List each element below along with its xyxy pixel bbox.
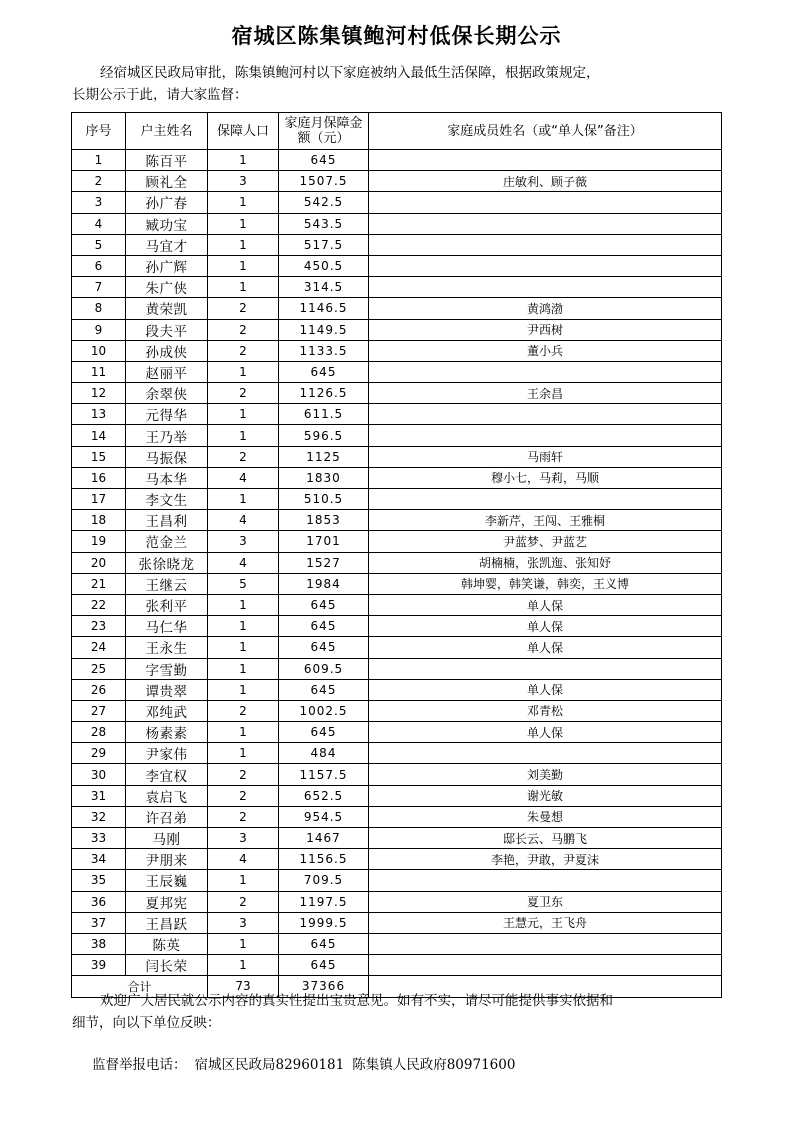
cell-members: 谢光敏	[369, 785, 722, 806]
cell-name: 字雪勤	[126, 658, 208, 679]
cell-amount: 484	[279, 743, 369, 764]
cell-name: 闫长荣	[126, 955, 208, 976]
cell-name: 余翠侠	[126, 383, 208, 404]
table-row	[72, 785, 722, 806]
cell-people: 1	[208, 404, 279, 425]
cell-name: 马刚	[126, 828, 208, 849]
page-title: 宿城区陈集镇鲍河村低保长期公示	[231, 23, 562, 48]
cell-amount: 645	[279, 933, 369, 954]
table-row	[72, 616, 722, 637]
cell-people: 3	[208, 531, 279, 552]
cell-people: 1	[208, 489, 279, 510]
cell-members	[369, 955, 722, 976]
cell-members	[369, 489, 722, 510]
cell-people: 2	[208, 319, 279, 340]
table-row	[72, 828, 722, 849]
table-row	[72, 404, 722, 425]
cell-people: 2	[208, 446, 279, 467]
cell-seq: 1	[72, 150, 126, 171]
table-row	[72, 319, 722, 340]
cell-seq: 26	[72, 679, 126, 700]
cell-name: 尹家伟	[126, 743, 208, 764]
cell-people: 1	[208, 933, 279, 954]
cell-seq: 37	[72, 912, 126, 933]
cell-members: 王余昌	[369, 383, 722, 404]
cell-people: 3	[208, 828, 279, 849]
cell-people: 5	[208, 573, 279, 594]
hotline-contact-1: 宿城区民政局82960181	[194, 1057, 345, 1073]
cell-people: 4	[208, 510, 279, 531]
cell-name: 张徐晓龙	[126, 552, 208, 573]
subsidy-table	[71, 112, 722, 998]
cell-people: 1	[208, 616, 279, 637]
cell-members	[369, 150, 722, 171]
cell-name: 邓纯武	[126, 700, 208, 721]
cell-amount: 645	[279, 637, 369, 658]
table-row	[72, 891, 722, 912]
cell-name: 李文生	[126, 489, 208, 510]
table-row	[72, 213, 722, 234]
cell-name: 陈百平	[126, 150, 208, 171]
table-row	[72, 955, 722, 976]
cell-seq: 21	[72, 573, 126, 594]
cell-people: 2	[208, 764, 279, 785]
cell-seq: 16	[72, 467, 126, 488]
table-row	[72, 531, 722, 552]
cell-people: 1	[208, 277, 279, 298]
cell-members: 单人保	[369, 722, 722, 743]
cell-name: 赵丽平	[126, 361, 208, 382]
header-amount	[279, 113, 369, 150]
cell-amount: 1984	[279, 573, 369, 594]
table-row	[72, 700, 722, 721]
cell-amount: 609.5	[279, 658, 369, 679]
cell-members: 王慧元，王飞舟	[369, 912, 722, 933]
cell-seq: 34	[72, 849, 126, 870]
cell-members: 刘美勤	[369, 764, 722, 785]
cell-seq: 24	[72, 637, 126, 658]
cell-amount: 709.5	[279, 870, 369, 891]
cell-people: 1	[208, 234, 279, 255]
table-row	[72, 446, 722, 467]
table-header-row	[72, 113, 722, 150]
intro-paragraph	[72, 62, 732, 106]
cell-people: 1	[208, 722, 279, 743]
table-row	[72, 912, 722, 933]
table-row	[72, 340, 722, 361]
cell-name: 马本华	[126, 467, 208, 488]
table-row	[72, 552, 722, 573]
table-row	[72, 234, 722, 255]
cell-name: 王继云	[126, 573, 208, 594]
table-row	[72, 679, 722, 700]
cell-members	[369, 192, 722, 213]
cell-amount: 450.5	[279, 255, 369, 276]
cell-amount: 645	[279, 722, 369, 743]
cell-members: 邸长云、马鹏飞	[369, 828, 722, 849]
cell-seq: 20	[72, 552, 126, 573]
cell-name: 谭贵翠	[126, 679, 208, 700]
cell-seq: 18	[72, 510, 126, 531]
cell-members	[369, 658, 722, 679]
table-row	[72, 467, 722, 488]
hotline	[92, 1055, 732, 1075]
cell-seq: 29	[72, 743, 126, 764]
cell-seq: 11	[72, 361, 126, 382]
cell-members	[369, 234, 722, 255]
cell-seq: 22	[72, 594, 126, 615]
cell-people: 2	[208, 383, 279, 404]
cell-seq: 38	[72, 933, 126, 954]
cell-amount: 1156.5	[279, 849, 369, 870]
cell-seq: 36	[72, 891, 126, 912]
cell-members: 李新芹，王闯、王雅桐	[369, 510, 722, 531]
header-seq: 序号	[72, 113, 126, 150]
cell-seq: 23	[72, 616, 126, 637]
cell-amount: 652.5	[279, 785, 369, 806]
cell-seq: 9	[72, 319, 126, 340]
header-amount-text: 家庭月保障金额（元）	[284, 116, 363, 146]
cell-seq: 12	[72, 383, 126, 404]
cell-amount: 645	[279, 955, 369, 976]
cell-amount: 1157.5	[279, 764, 369, 785]
total-amount: 37366	[279, 976, 369, 997]
cell-name: 李宜权	[126, 764, 208, 785]
intro-line-1: 经宿城区民政局审批，陈集镇鲍河村以下家庭被纳入最低生活保障，根据政策规定，	[100, 65, 600, 81]
cell-amount: 954.5	[279, 806, 369, 827]
cell-name: 范金兰	[126, 531, 208, 552]
table-row	[72, 849, 722, 870]
cell-members: 单人保	[369, 637, 722, 658]
table-row	[72, 361, 722, 382]
cell-people: 1	[208, 213, 279, 234]
cell-members: 庄敏利、顾子薇	[369, 171, 722, 192]
cell-seq: 14	[72, 425, 126, 446]
cell-people: 2	[208, 700, 279, 721]
cell-members	[369, 255, 722, 276]
cell-amount: 611.5	[279, 404, 369, 425]
cell-members: 李艳，尹敢，尹夏沫	[369, 849, 722, 870]
table-row	[72, 637, 722, 658]
cell-amount: 1133.5	[279, 340, 369, 361]
cell-seq: 35	[72, 870, 126, 891]
cell-seq: 5	[72, 234, 126, 255]
cell-people: 1	[208, 150, 279, 171]
cell-amount: 645	[279, 594, 369, 615]
cell-members	[369, 213, 722, 234]
cell-seq: 13	[72, 404, 126, 425]
cell-amount: 1002.5	[279, 700, 369, 721]
cell-members: 马雨轩	[369, 446, 722, 467]
cell-amount: 1125	[279, 446, 369, 467]
cell-amount: 314.5	[279, 277, 369, 298]
cell-people: 1	[208, 679, 279, 700]
cell-members: 胡楠楠，张凯迤、张知妤	[369, 552, 722, 573]
cell-name: 王昌跃	[126, 912, 208, 933]
cell-seq: 6	[72, 255, 126, 276]
cell-name: 孙成侠	[126, 340, 208, 361]
hotline-label: 监督举报电话：	[92, 1057, 187, 1073]
table-row	[72, 870, 722, 891]
cell-people: 1	[208, 955, 279, 976]
cell-seq: 19	[72, 531, 126, 552]
cell-name: 王永生	[126, 637, 208, 658]
cell-name: 孙广春	[126, 192, 208, 213]
cell-name: 臧功宝	[126, 213, 208, 234]
cell-seq: 30	[72, 764, 126, 785]
cell-name: 王辰巍	[126, 870, 208, 891]
cell-people: 4	[208, 849, 279, 870]
cell-seq: 3	[72, 192, 126, 213]
total-people: 73	[208, 976, 279, 997]
cell-people: 4	[208, 467, 279, 488]
cell-seq: 31	[72, 785, 126, 806]
cell-name: 杨素素	[126, 722, 208, 743]
cell-name: 王昌利	[126, 510, 208, 531]
cell-name: 元得华	[126, 404, 208, 425]
cell-people: 1	[208, 361, 279, 382]
table-row	[72, 489, 722, 510]
cell-people: 1	[208, 425, 279, 446]
total-label: 合计	[72, 976, 208, 997]
table-row	[72, 277, 722, 298]
cell-amount: 542.5	[279, 192, 369, 213]
cell-people: 2	[208, 340, 279, 361]
cell-amount: 1830	[279, 467, 369, 488]
cell-amount: 1146.5	[279, 298, 369, 319]
table-row	[72, 764, 722, 785]
cell-members	[369, 404, 722, 425]
cell-members: 韩坤婴，韩笑谦，韩奕，王义博	[369, 573, 722, 594]
intro-line-2: 长期公示于此，请大家监督：	[72, 87, 248, 103]
cell-amount: 1467	[279, 828, 369, 849]
cell-people: 1	[208, 870, 279, 891]
cell-name: 尹朋来	[126, 849, 208, 870]
cell-people: 4	[208, 552, 279, 573]
cell-amount: 517.5	[279, 234, 369, 255]
cell-people: 2	[208, 785, 279, 806]
table-row	[72, 150, 722, 171]
table-row	[72, 171, 722, 192]
header-people: 保障人口	[208, 113, 279, 150]
cell-amount: 645	[279, 679, 369, 700]
cell-amount: 1853	[279, 510, 369, 531]
cell-members: 董小兵	[369, 340, 722, 361]
cell-seq: 27	[72, 700, 126, 721]
cell-seq: 10	[72, 340, 126, 361]
cell-amount: 645	[279, 616, 369, 637]
cell-people: 1	[208, 594, 279, 615]
cell-amount: 1999.5	[279, 912, 369, 933]
cell-seq: 39	[72, 955, 126, 976]
table-row	[72, 510, 722, 531]
cell-name: 孙广辉	[126, 255, 208, 276]
hotline-contact-2: 陈集镇人民政府80971600	[352, 1057, 516, 1073]
table-body	[72, 150, 722, 976]
cell-members: 尹蓝梦、尹蓝艺	[369, 531, 722, 552]
table-row	[72, 658, 722, 679]
cell-people: 3	[208, 171, 279, 192]
cell-people: 2	[208, 806, 279, 827]
cell-members: 单人保	[369, 616, 722, 637]
cell-members	[369, 743, 722, 764]
cell-name: 袁启飞	[126, 785, 208, 806]
cell-members	[369, 361, 722, 382]
table-row	[72, 383, 722, 404]
cell-amount: 1527	[279, 552, 369, 573]
table-row	[72, 298, 722, 319]
cell-seq: 33	[72, 828, 126, 849]
cell-amount: 543.5	[279, 213, 369, 234]
cell-name: 许召弟	[126, 806, 208, 827]
cell-members	[369, 425, 722, 446]
cell-people: 1	[208, 255, 279, 276]
cell-members: 夏卫东	[369, 891, 722, 912]
footer-line-1: 欢迎广大居民就公示内容的真实性提出宝贵意见。如有不实，请尽可能提供事实依据和	[100, 993, 613, 1009]
table-row	[72, 255, 722, 276]
cell-members	[369, 933, 722, 954]
table-row	[72, 425, 722, 446]
cell-people: 3	[208, 912, 279, 933]
cell-seq: 7	[72, 277, 126, 298]
cell-people: 1	[208, 637, 279, 658]
cell-seq: 2	[72, 171, 126, 192]
cell-members	[369, 870, 722, 891]
cell-members: 单人保	[369, 679, 722, 700]
cell-name: 顾礼全	[126, 171, 208, 192]
table-row	[72, 573, 722, 594]
cell-name: 马仁华	[126, 616, 208, 637]
cell-members: 尹西树	[369, 319, 722, 340]
cell-amount: 1126.5	[279, 383, 369, 404]
cell-seq: 4	[72, 213, 126, 234]
footer-line-2: 细节，向以下单位反映：	[72, 1015, 221, 1031]
cell-people: 1	[208, 192, 279, 213]
cell-people: 2	[208, 298, 279, 319]
header-members: 家庭成员姓名（或“单人保”备注）	[369, 113, 722, 150]
cell-seq: 17	[72, 489, 126, 510]
cell-amount: 1149.5	[279, 319, 369, 340]
cell-name: 马宜才	[126, 234, 208, 255]
cell-members: 邓青松	[369, 700, 722, 721]
cell-amount: 510.5	[279, 489, 369, 510]
cell-amount: 1701	[279, 531, 369, 552]
cell-people: 2	[208, 891, 279, 912]
cell-seq: 15	[72, 446, 126, 467]
cell-amount: 1197.5	[279, 891, 369, 912]
table-row	[72, 806, 722, 827]
cell-people: 1	[208, 658, 279, 679]
cell-amount: 1507.5	[279, 171, 369, 192]
cell-members: 黄鸿渤	[369, 298, 722, 319]
table-row	[72, 743, 722, 764]
table-row	[72, 594, 722, 615]
cell-members: 朱曼想	[369, 806, 722, 827]
cell-members: 穆小七，马莉，马顺	[369, 467, 722, 488]
cell-seq: 32	[72, 806, 126, 827]
header-name: 户主姓名	[126, 113, 208, 150]
cell-name: 陈英	[126, 933, 208, 954]
table-row	[72, 192, 722, 213]
cell-amount: 596.5	[279, 425, 369, 446]
cell-name: 夏邦宪	[126, 891, 208, 912]
cell-name: 王乃举	[126, 425, 208, 446]
cell-people: 1	[208, 743, 279, 764]
cell-name: 朱广侠	[126, 277, 208, 298]
table-row	[72, 722, 722, 743]
cell-members: 单人保	[369, 594, 722, 615]
cell-name: 段夫平	[126, 319, 208, 340]
cell-seq: 28	[72, 722, 126, 743]
cell-seq: 25	[72, 658, 126, 679]
cell-amount: 645	[279, 361, 369, 382]
cell-members	[369, 277, 722, 298]
footer-paragraph	[72, 990, 732, 1034]
cell-name: 马振保	[126, 446, 208, 467]
table-row	[72, 933, 722, 954]
cell-name: 张利平	[126, 594, 208, 615]
cell-amount: 645	[279, 150, 369, 171]
cell-seq: 8	[72, 298, 126, 319]
cell-name: 黄荣凯	[126, 298, 208, 319]
